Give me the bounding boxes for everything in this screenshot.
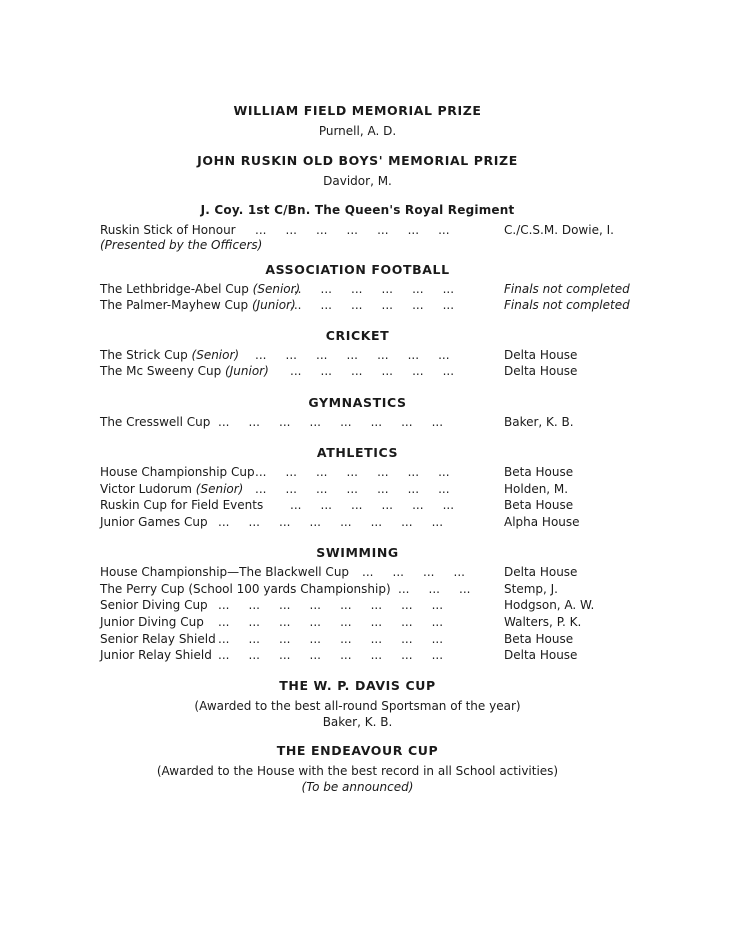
winner-william-field: Purnell, A. D. (318, 124, 397, 138)
prize-label: Junior Diving Cup (100, 615, 204, 629)
prize-winner: Beta House (504, 465, 574, 479)
prize-label: The Lethbridge-Abel Cup (100, 282, 249, 296)
heading-wp-davis-cup: THE W. P. DAVIS CUP (279, 678, 436, 693)
prize-row: Senior Diving Cup ... ... ... ... ... ... ... ... Hodgson, A. W. (100, 598, 595, 612)
prize-qualifier: (Senior) (195, 482, 244, 496)
heading-cricket: CRICKET (325, 328, 390, 343)
prize-row: Junior Games Cup ... ... ... ... ... ... ... ... Alpha House (100, 515, 580, 529)
davis-cup-description: (Awarded to the best all-round Sportsman of the year) (194, 699, 521, 713)
presented-note: (Presented by the Officers) (100, 238, 263, 252)
prize-winner: Hodgson, A. W. (504, 598, 595, 612)
prize-label: The Strick Cup (100, 348, 188, 362)
prize-winner: Finals not completed (504, 298, 630, 312)
endeavour-cup-description: (Awarded to the House with the best record in all School activities) (156, 764, 559, 778)
prize-label: The Palmer-Mayhew Cup (100, 298, 249, 312)
prize-row: House Championship Cup ... ... ... ... ... ... ... Beta House (100, 465, 574, 479)
prize-row: House Championship—The Blackwell Cup ... ... ... ... Delta House (100, 565, 578, 579)
prize-label: House Championship Cup (100, 465, 255, 479)
heading-gymnastics: GYMNASTICS (308, 395, 407, 410)
prize-winner: Walters, P. K. (504, 615, 582, 629)
prize-row: The Cresswell Cup ... ... ... ... ... ... ... ... Baker, K. B. (100, 415, 574, 429)
prize-winner: Finals not completed (504, 282, 630, 296)
prize-winner: Delta House (504, 364, 578, 378)
prize-label: Victor Ludorum (100, 482, 192, 496)
prize-label: The Perry Cup (School 100 yards Championship) (100, 582, 391, 596)
winner-john-ruskin: Davidor, M. (323, 174, 392, 188)
prize-row: The Palmer-Mayhew Cup (Junior) ... ... ... ... ... ... Finals not completed (100, 298, 630, 312)
prize-winner: Beta House (504, 498, 574, 512)
heading-swimming: SWIMMING (316, 545, 399, 560)
prize-row: Junior Diving Cup ... ... ... ... ... ... ... ... Walters, P. K. (100, 615, 582, 629)
heading-william-field: WILLIAM FIELD MEMORIAL PRIZE (233, 103, 482, 118)
prize-label: Junior Relay Shield (100, 648, 212, 662)
heading-endeavour-cup: THE ENDEAVOUR CUP (276, 743, 439, 758)
heading-john-ruskin: JOHN RUSKIN OLD BOYS' MEMORIAL PRIZE (197, 153, 518, 168)
prize-label: Senior Relay Shield (100, 632, 216, 646)
prize-row: The Strick Cup (Senior) ... ... ... ... ... ... ... Delta House (100, 348, 578, 362)
prize-row: Victor Ludorum (Senior) ... ... ... ... ... ... ... Holden, M. (100, 482, 569, 496)
prize-label: Ruskin Stick of Honour (100, 223, 236, 237)
prize-row: Ruskin Cup for Field Events ... ... ... ... ... ... Beta House (100, 498, 574, 512)
prize-winner: C./C.S.M. Dowie, I. (504, 223, 614, 237)
prize-label: The Mc Sweeny Cup (100, 364, 222, 378)
endeavour-cup-winner: (To be announced) (301, 780, 414, 794)
prize-qualifier: (Junior) (251, 298, 296, 312)
prize-winner: Holden, M. (504, 482, 569, 496)
prize-winner: Stemp, J. (504, 582, 558, 596)
prize-winner: Delta House (504, 348, 578, 362)
heading-queens-regiment: J. Coy. 1st C/Bn. The Queen's Royal Regiment (200, 203, 515, 217)
prize-winner: Alpha House (504, 515, 580, 529)
heading-association-football: ASSOCIATION FOOTBALL (265, 262, 450, 277)
prize-winner: Baker, K. B. (504, 415, 574, 429)
prize-qualifier: (Junior) (225, 364, 269, 378)
prize-row: Junior Relay Shield ... ... ... ... ... ... ... ... Delta House (100, 648, 578, 662)
prize-row: The Lethbridge-Abel Cup (Senior) ... ... ... ... ... ... Finals not completed (100, 282, 630, 296)
davis-cup-winner: Baker, K. B. (322, 715, 393, 729)
prize-label: House Championship—The Blackwell Cup (100, 565, 350, 579)
prize-winner: Delta House (504, 565, 578, 579)
prize-qualifier: (Senior) (191, 348, 240, 362)
prize-row: Senior Relay Shield ... ... ... ... ... ... ... ... Beta House (100, 632, 574, 646)
prize-label: Senior Diving Cup (100, 598, 208, 612)
prize-label: Ruskin Cup for Field Events (100, 498, 264, 512)
prize-row: The Mc Sweeny Cup (Junior) ... ... ... ... ... ... Delta House (100, 364, 578, 378)
heading-athletics: ATHLETICS (316, 445, 399, 460)
prize-qualifier: (Senior) (252, 282, 301, 296)
prize-row: The Perry Cup (School 100 yards Championship) ... ... ... Stemp, J. (100, 582, 558, 596)
prize-label: Junior Games Cup (100, 515, 208, 529)
prize-winner: Delta House (504, 648, 578, 662)
prize-row: Ruskin Stick of Honour ... ... ... ... ... ... ... C./C.S.M. Dowie, I. (100, 223, 614, 237)
prize-winner: Beta House (504, 632, 574, 646)
prize-label: The Cresswell Cup (100, 415, 211, 429)
